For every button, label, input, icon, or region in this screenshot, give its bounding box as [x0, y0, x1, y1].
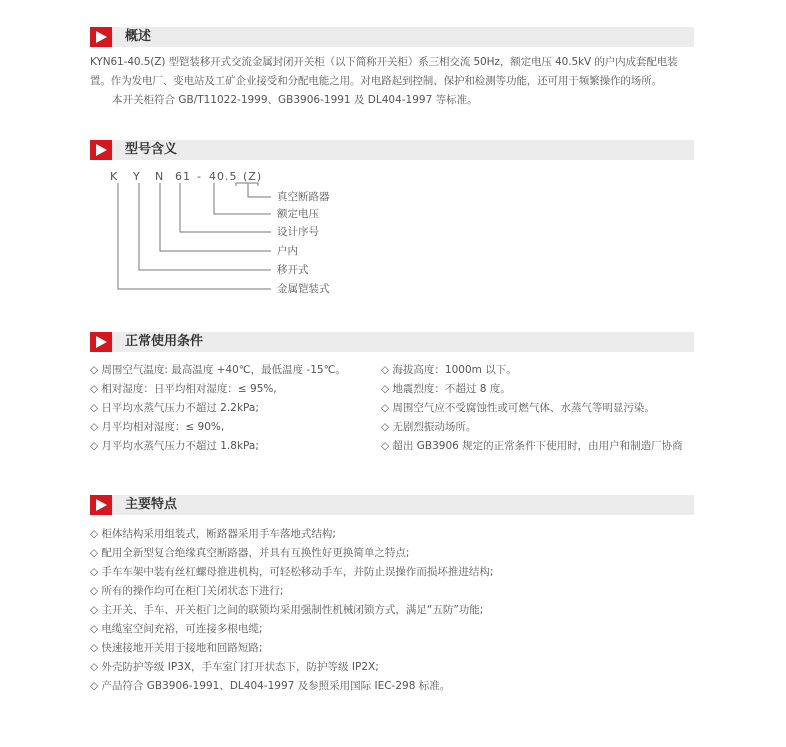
- section-header-features: [90, 495, 694, 515]
- feature-item-5: ◇ 主开关、手车、开关柜门之间的联锁均采用强制性机械闭锁方式，满足“五防”功能;: [90, 604, 484, 616]
- play-arrow-icon: [96, 499, 107, 511]
- feature-item-4: ◇ 所有的操作均可在柜门关闭状态下进行;: [90, 585, 284, 597]
- code-voltage: 40.5: [209, 170, 238, 183]
- model-label-5: 移开式: [277, 264, 309, 276]
- condition-right-1: ◇ 海拔高度：1000m 以下。: [381, 364, 517, 376]
- condition-right-2: ◇ 地震烈度：不超过 8 度。: [381, 383, 511, 395]
- model-label-3: 设计序号: [277, 226, 319, 238]
- feature-item-7: ◇ 快速接地开关用于接地和回路短路;: [90, 642, 263, 654]
- condition-right-5: ◇ 超出 GB3906 规定的正常条件下使用时，由用户和制造厂协商: [381, 440, 683, 452]
- code-dash: -: [197, 170, 202, 183]
- section-title-features: 主要特点: [125, 497, 178, 512]
- model-label-4: 户内: [277, 245, 298, 257]
- feature-item-8: ◇ 外壳防护等级 IP3X，手车室门打开状态下，防护等级 IP2X;: [90, 661, 379, 673]
- model-label-2: 额定电压: [277, 208, 319, 220]
- condition-left-2: ◇ 相对湿度：日平均相对湿度：≤ 95%,: [90, 383, 277, 395]
- code-z: (Z): [243, 170, 263, 183]
- model-label-1: 真空断路器: [277, 191, 330, 203]
- code-y: Y: [133, 170, 141, 183]
- condition-left-3: ◇ 日平均水蒸气压力不超过 2.2kPa;: [90, 402, 259, 414]
- section-header-conditions: [90, 332, 694, 352]
- feature-item-2: ◇ 配用全新型复合绝缘真空断路器，并具有互换性好更换简单之特点;: [90, 547, 410, 559]
- overview-paragraph-1: KYN61-40.5(Z) 型铠装移开式交流金属封闭开关柜（以下简称开关柜）系三相交流 50Hz，额定电压 40.5kV 的户内成套配电装置。作为发电厂、变电站及工矿企业接受和分配电能之用。对电路起到控制、保护和检测等功能，还可用于频繁操作的场所。: [90, 56, 678, 87]
- condition-right-3: ◇ 周围空气应不受腐蚀性或可燃气体、水蒸气等明显污染。: [381, 402, 655, 414]
- feature-item-6: ◇ 电缆室空间充裕，可连接多根电缆;: [90, 623, 263, 635]
- feature-item-9: ◇ 产品符合 GB3906-1991、DL404-1997 及参照采用国际 IEC-298 标准。: [90, 680, 451, 692]
- code-number: 61: [175, 170, 191, 183]
- section-marker: [90, 332, 112, 352]
- section-title-conditions: 正常使用条件: [125, 334, 204, 349]
- condition-left-1: ◇ 周围空气温度: 最高温度 +40℃，最低温度 -15℃。: [90, 364, 346, 376]
- code-n: N: [155, 170, 165, 183]
- condition-left-5: ◇ 月平均水蒸气压力不超过 1.8kPa;: [90, 440, 259, 452]
- model-label-6: 金属铠装式: [277, 283, 330, 295]
- feature-item-3: ◇ 手车车架中装有丝杠螺母推进机构，可轻松移动手车，并防止误操作而损坏推进结构;: [90, 566, 494, 578]
- code-k: K: [110, 170, 119, 183]
- condition-right-4: ◇ 无剧烈振动场所。: [381, 421, 477, 433]
- overview-paragraph-2: 本开关柜符合 GB/T11022-1999、GB3906-1991 及 DL404-1997 等标准。: [112, 94, 478, 106]
- section-title-model: 型号含义: [125, 142, 178, 157]
- feature-item-1: ◇ 柜体结构采用组装式，断路器采用手车落地式结构;: [90, 528, 336, 540]
- condition-left-4: ◇ 月平均相对湿度：≤ 90%,: [90, 421, 225, 433]
- play-arrow-icon: [96, 336, 107, 348]
- section-title-overview: 概述: [125, 29, 152, 44]
- section-marker: [90, 495, 112, 515]
